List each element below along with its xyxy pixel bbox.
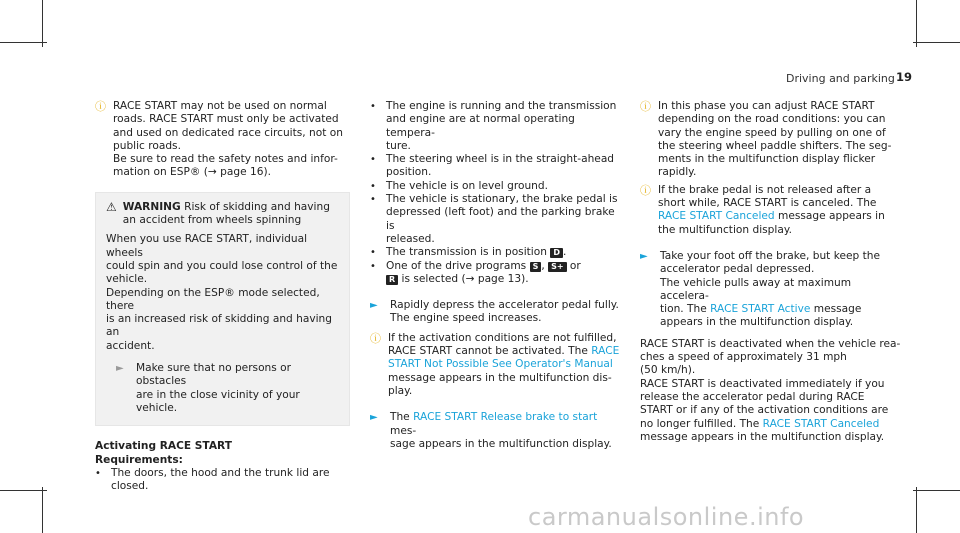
warning-icon: ⚠ xyxy=(106,199,117,214)
crop-mark xyxy=(916,487,917,533)
instruction-step: ► Take your foot off the brake, but keep the accelerator pedal depressed. The vehicle pulls away at maximum accelera- tion. The RACE START Active message appears in the multifunction display. xyxy=(640,249,880,329)
display-message: RACE xyxy=(591,345,620,358)
arrow-icon: ► xyxy=(640,250,648,262)
warning-title: WARNING xyxy=(122,200,181,213)
crop-mark xyxy=(913,42,960,43)
page-number: 19 xyxy=(896,70,913,84)
crop-mark xyxy=(42,0,43,47)
list-item: • One of the drive programs S , S+ or R is selected (→ page 13). xyxy=(370,259,581,285)
watermark: carmanualsonline.info xyxy=(528,503,805,531)
crop-mark xyxy=(0,490,47,491)
arrow-icon: ► xyxy=(370,300,378,312)
info-note: ⓘ In this phase you can adjust RACE START depending on the road conditions: you can vary the engine speed by pulling on one of the steering wheel paddle shifters. The seg- ments in the multifunction display flicker rapidly. xyxy=(640,100,892,179)
arrow-icon: ► xyxy=(370,412,378,424)
section-heading: Activating RACE START xyxy=(95,440,232,453)
info-note: ⓘ If the brake pedal is not released after a short while, RACE START is canceled. The RACE START Canceled message appears in the multifunction display. xyxy=(640,183,885,236)
crop-mark xyxy=(42,487,43,533)
crop-mark xyxy=(0,42,47,43)
info-icon: ⓘ xyxy=(95,100,106,113)
warning-box: ⚠ WARNING Risk of skidding and having an accident from wheels spinning When you use RACE START, individual wheels could spin and you could lose control of the vehicle. Depending on the ESP® mode selected, there is an increased risk of skidding and having an accident. ► Make sure that no persons or obstacles are in the close vicinity of your vehicle. xyxy=(95,192,350,426)
column-1 xyxy=(95,100,350,493)
info-icon: ⓘ xyxy=(640,183,651,197)
instruction-step: ► Rapidly depress the accelerator pedal fully. The engine speed increases. xyxy=(370,299,619,325)
list-item: • The vehicle is on level ground. xyxy=(370,179,548,192)
crop-mark xyxy=(916,0,917,47)
crop-mark xyxy=(913,490,960,491)
warning-step: ► Make sure that no persons or obstacles are in the close vicinity of your vehicle. xyxy=(116,362,300,414)
info-icon: ⓘ xyxy=(370,331,381,345)
instruction-step: ► The RACE START Release brake to start mes- sage appears in the multifunction display. xyxy=(370,411,612,450)
list-item: • The engine is running and the transmission and engine are at normal operating tempera- ture. xyxy=(370,100,617,152)
info-icon: ⓘ xyxy=(640,100,651,113)
arrow-icon: ► xyxy=(116,363,124,375)
drive-program-s-icon: S xyxy=(530,262,542,272)
section-header: Driving and parking xyxy=(786,72,895,85)
list-item: • The transmission is in position D . xyxy=(370,246,567,259)
list-item: • The steering wheel is in the straight-ahead position. xyxy=(370,153,615,179)
requirements-heading: Requirements: xyxy=(95,453,183,466)
column-2 xyxy=(370,100,625,451)
display-message: START Not Possible See Operator's Manual xyxy=(388,358,613,371)
info-note: ⓘ If the activation conditions are not fulfilled, RACE START cannot be activated. The RACE START Not Possible See Operator's Manual message appears in the multifunction dis- play. xyxy=(370,331,620,397)
display-message: RACE START Release brake to start xyxy=(413,411,598,424)
paragraph: RACE START is deactivated when the vehicle rea- ches a speed of approximately 31 mph (50 km/h). RACE START is deactivated immediately if you release the accelerator pedal during RACE START or if any of the activation conditions are no longer fulfilled. The RACE START Canceled message appears in the multifunction display. xyxy=(640,337,901,443)
column-3 xyxy=(640,100,902,444)
display-message: RACE START Canceled xyxy=(762,417,880,430)
list-item: • The vehicle is stationary, the brake pedal is depressed (left foot) and the parking brake is released. xyxy=(370,193,618,245)
drive-program-splus-icon: S+ xyxy=(548,262,566,272)
display-message: RACE START Canceled xyxy=(658,210,775,223)
list-item: • The doors, the hood and the trunk lid are closed. xyxy=(95,466,330,493)
info-note: ⓘ RACE START may not be used on normal roads. RACE START must only be activated and used on dedicated race circuits, not on public roads. Be sure to read the safety notes and infor- mation on ESP® (→ page 16). xyxy=(95,100,343,179)
display-message: RACE START Active xyxy=(710,303,811,316)
gear-d-icon: D xyxy=(550,248,563,258)
race-flag-icon: R xyxy=(386,275,398,285)
